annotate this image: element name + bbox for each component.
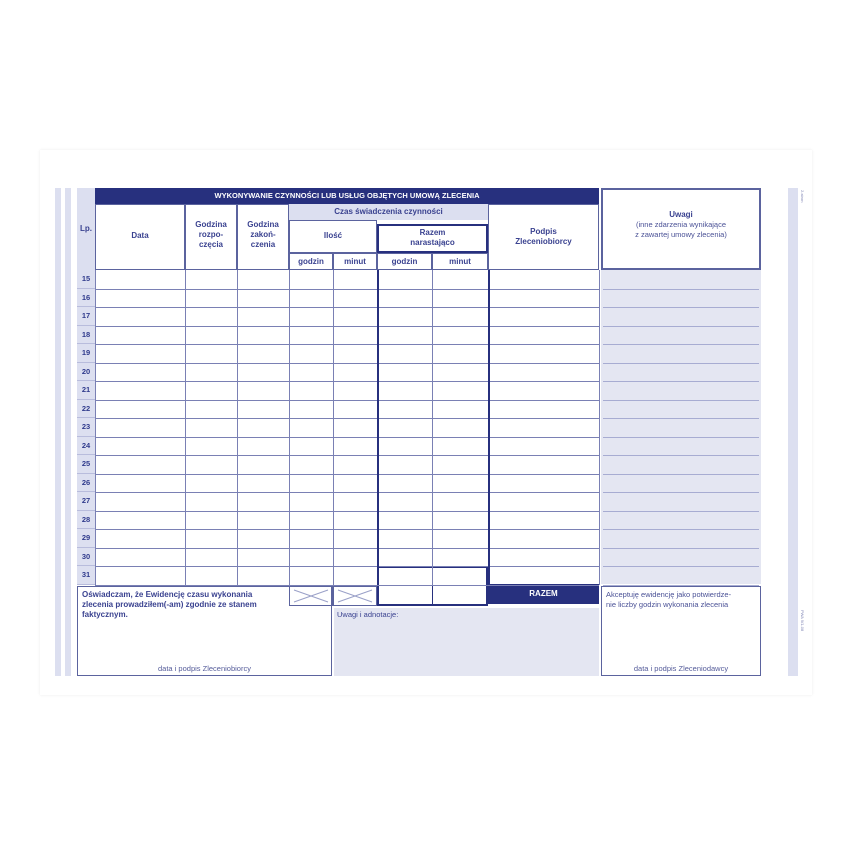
row-number: 29 <box>77 529 95 548</box>
table-cell[interactable] <box>238 456 288 473</box>
uwagi-row-line <box>603 289 759 290</box>
table-cell[interactable] <box>334 549 376 566</box>
row-number: 23 <box>77 418 95 437</box>
table-cell[interactable] <box>186 382 236 399</box>
table-cell[interactable] <box>334 364 376 381</box>
uwagi-sub-line2: z zawartej umowy zlecenia) <box>635 230 727 239</box>
uwagi-lined-area[interactable] <box>601 270 761 584</box>
uwagi-sub-line1: (inne zdarzenia wynikające <box>635 220 727 229</box>
uwagi-row-line <box>603 455 759 456</box>
col-ilosc-label: Ilość <box>323 231 343 240</box>
table-cell[interactable] <box>186 308 236 325</box>
left-margin-bar-2 <box>65 188 71 676</box>
acceptance-box[interactable] <box>601 586 761 676</box>
table-cell[interactable] <box>334 438 376 455</box>
table-cell[interactable] <box>378 512 431 529</box>
table-cell[interactable] <box>433 401 487 418</box>
table-cell[interactable] <box>433 271 487 288</box>
right-margin-bar <box>788 188 798 676</box>
table-cell[interactable] <box>334 419 376 436</box>
table-cell[interactable] <box>378 308 431 325</box>
col-header-ilosc <box>289 220 377 253</box>
table-cell[interactable] <box>96 419 184 436</box>
table-cell[interactable] <box>378 549 431 566</box>
lp-header <box>77 188 95 270</box>
subhead-ilosc-minut <box>333 253 377 270</box>
table-cell[interactable] <box>378 419 431 436</box>
uwagi-row-line <box>603 381 759 382</box>
table-cell[interactable] <box>186 401 236 418</box>
table-cell[interactable] <box>290 345 332 362</box>
col-header-uwagi <box>601 188 761 270</box>
table-cell[interactable] <box>96 290 184 307</box>
table-cell[interactable] <box>186 364 236 381</box>
col-header-data <box>95 204 185 270</box>
table-cell[interactable] <box>433 308 487 325</box>
uwagi-row-line <box>603 492 759 493</box>
table-cell[interactable] <box>238 271 288 288</box>
subhead-ilosc-godzin <box>289 253 333 270</box>
table-cell[interactable] <box>489 438 598 455</box>
table-cell[interactable] <box>433 530 487 547</box>
table-cell[interactable] <box>290 308 332 325</box>
col-end-line2: zakoń- <box>250 230 276 239</box>
row-number: 31 <box>77 566 95 585</box>
table-cell[interactable] <box>238 327 288 344</box>
uwagi-row-line <box>603 529 759 530</box>
col-header-end <box>237 204 289 270</box>
subhead-razem-minut <box>432 253 488 270</box>
table-cell[interactable] <box>238 512 288 529</box>
table-cell[interactable] <box>96 364 184 381</box>
row-number: 21 <box>77 381 95 400</box>
table-cell[interactable] <box>186 419 236 436</box>
table-cell[interactable] <box>378 290 431 307</box>
uwagi-row-line <box>603 511 759 512</box>
table-cell[interactable] <box>186 493 236 510</box>
annotations-label: Uwagi i adnotacje: <box>337 610 399 619</box>
table-cell[interactable] <box>489 456 598 473</box>
table-cell[interactable] <box>96 382 184 399</box>
uwagi-row-line <box>603 548 759 549</box>
table-cell[interactable] <box>433 549 487 566</box>
table-cell[interactable] <box>290 419 332 436</box>
table-cell[interactable] <box>186 567 236 584</box>
row-number: 27 <box>77 492 95 511</box>
table-cell[interactable] <box>334 475 376 492</box>
col-podpis-line2: Zleceniobiorcy <box>515 237 572 246</box>
table-cell[interactable] <box>334 327 376 344</box>
table-cell[interactable] <box>334 308 376 325</box>
row-number: 20 <box>77 363 95 382</box>
table-cell[interactable] <box>489 493 598 510</box>
table-cell[interactable] <box>334 290 376 307</box>
accept-line2: nie liczby godzin wykonania zlecenia <box>606 600 729 609</box>
row-number: 26 <box>77 474 95 493</box>
declaration-line2: zlecenia prowadziłem(-am) zgodnie ze stanem <box>82 600 257 609</box>
table-cell[interactable] <box>186 327 236 344</box>
razem-badge <box>488 584 599 604</box>
declaration-text <box>78 587 331 623</box>
table-cell[interactable] <box>238 530 288 547</box>
table-cell[interactable] <box>238 567 288 584</box>
row-number: 28 <box>77 511 95 530</box>
sig-principal: data i podpis Zleceniodawcy <box>633 664 729 673</box>
table-cell[interactable] <box>334 382 376 399</box>
table-cell[interactable] <box>433 327 487 344</box>
table-cell[interactable] <box>433 493 487 510</box>
table-cell[interactable] <box>433 382 487 399</box>
form-title: WYKONYWANIE CZYNNOŚCI LUB USŁUG OBJĘTYCH UMOWĄ ZLECENIA <box>214 191 480 200</box>
col-start-line1: Godzina <box>195 220 227 229</box>
table-cell[interactable] <box>186 530 236 547</box>
table-cell[interactable] <box>238 549 288 566</box>
table-cell[interactable] <box>96 567 184 584</box>
col-data-label: Data <box>131 231 149 240</box>
table-cell[interactable] <box>433 364 487 381</box>
table-cell[interactable] <box>290 271 332 288</box>
table-cell[interactable] <box>186 456 236 473</box>
table-cell[interactable] <box>96 475 184 492</box>
uwagi-row-line <box>603 585 759 586</box>
subhead-godzin-2: godzin <box>391 257 418 266</box>
table-cell[interactable] <box>489 345 598 362</box>
table-cell[interactable] <box>433 345 487 362</box>
table-cell[interactable] <box>378 567 431 584</box>
table-cell[interactable] <box>433 475 487 492</box>
table-cell[interactable] <box>290 456 332 473</box>
row-number: 22 <box>77 400 95 419</box>
table-column-line <box>599 270 600 585</box>
table-cell[interactable] <box>489 364 598 381</box>
table-cell[interactable] <box>238 493 288 510</box>
table-cell[interactable] <box>334 271 376 288</box>
table-cell[interactable] <box>96 438 184 455</box>
table-cell[interactable] <box>433 456 487 473</box>
uwagi-row-line <box>603 344 759 345</box>
form-sheet <box>40 150 812 695</box>
col-end-line3: czenia <box>250 240 276 249</box>
table-cell[interactable] <box>238 419 288 436</box>
table-cell[interactable] <box>378 345 431 362</box>
crossed-cell-minut <box>333 586 377 606</box>
table-cell[interactable] <box>238 382 288 399</box>
col-start-line3: częcia <box>198 240 224 249</box>
table-cell[interactable] <box>378 401 431 418</box>
table-cell[interactable] <box>433 419 487 436</box>
table-cell[interactable] <box>489 530 598 547</box>
side-code-bottom: PWA 9/1-08 <box>800 610 805 632</box>
left-margin-bar <box>55 188 61 676</box>
table-cell[interactable] <box>96 271 184 288</box>
subhead-razem-godzin <box>377 253 432 270</box>
table-cell[interactable] <box>290 549 332 566</box>
col-header-start <box>185 204 237 270</box>
table-cell[interactable] <box>378 475 431 492</box>
subhead-minut-1: minut <box>344 257 366 266</box>
row-number: 25 <box>77 455 95 474</box>
table-cell[interactable] <box>238 475 288 492</box>
table-cell[interactable] <box>433 567 487 584</box>
table-cell[interactable] <box>290 512 332 529</box>
table-cell[interactable] <box>334 401 376 418</box>
cross-mark-icon <box>334 587 376 605</box>
table-cell[interactable] <box>186 345 236 362</box>
table-cell[interactable] <box>489 290 598 307</box>
col-header-podpis <box>488 204 599 270</box>
table-cell[interactable] <box>96 345 184 362</box>
table-cell[interactable] <box>186 271 236 288</box>
row-number: 15 <box>77 270 95 289</box>
uwagi-row-line <box>603 437 759 438</box>
table-cell[interactable] <box>489 401 598 418</box>
table-cell[interactable] <box>378 456 431 473</box>
table-cell[interactable] <box>186 290 236 307</box>
table-cell[interactable] <box>489 549 598 566</box>
table-cell[interactable] <box>378 530 431 547</box>
uwagi-title: Uwagi <box>669 210 693 219</box>
side-code-top: 2-stron <box>800 190 805 203</box>
table-cell[interactable] <box>96 530 184 547</box>
table-cell[interactable] <box>186 475 236 492</box>
col-razem-line1: Razem <box>419 228 446 237</box>
table-cell[interactable] <box>334 512 376 529</box>
table-cell[interactable] <box>378 438 431 455</box>
table-cell[interactable] <box>489 567 598 584</box>
table-cell[interactable] <box>489 475 598 492</box>
subhead-minut-2: minut <box>449 257 471 266</box>
declaration-box[interactable] <box>77 586 332 676</box>
table-cell[interactable] <box>186 512 236 529</box>
table-cell[interactable] <box>489 419 598 436</box>
row-number: 17 <box>77 307 95 326</box>
lp-label: Lp. <box>80 224 92 233</box>
table-cell[interactable] <box>290 401 332 418</box>
col-start-line2: rozpo- <box>198 230 224 239</box>
declaration-line3: faktycznym. <box>82 610 128 619</box>
time-group-label: Czas świadczenia czynności <box>334 207 443 216</box>
table-cell[interactable] <box>290 382 332 399</box>
form-title-bar <box>95 188 599 204</box>
table-cell[interactable] <box>96 549 184 566</box>
table-cell[interactable] <box>378 493 431 510</box>
table-cell[interactable] <box>96 493 184 510</box>
table-cell[interactable] <box>290 364 332 381</box>
table-cell[interactable] <box>489 512 598 529</box>
table-cell[interactable] <box>290 475 332 492</box>
col-header-razem-narastajaco <box>377 224 488 253</box>
table-cell[interactable] <box>489 382 598 399</box>
table-cell[interactable] <box>96 308 184 325</box>
col-razem-line2: narastająco <box>410 238 455 247</box>
table-cell[interactable] <box>334 567 376 584</box>
row-number: 19 <box>77 344 95 363</box>
table-cell[interactable] <box>489 308 598 325</box>
acceptance-text <box>602 587 760 613</box>
table-cell[interactable] <box>238 438 288 455</box>
annotations-box[interactable] <box>334 608 599 676</box>
col-end-line1: Godzina <box>247 220 279 229</box>
table-cell[interactable] <box>96 401 184 418</box>
table-cell[interactable] <box>238 290 288 307</box>
table-cell[interactable] <box>290 438 332 455</box>
row-number: 30 <box>77 548 95 567</box>
subhead-godzin-1: godzin <box>298 257 324 266</box>
time-group-header <box>289 204 488 220</box>
uwagi-row-line <box>603 307 759 308</box>
row-number: 24 <box>77 437 95 456</box>
table-cell[interactable] <box>378 364 431 381</box>
table-cell[interactable] <box>433 512 487 529</box>
table-row-line <box>95 585 599 586</box>
row-number: 16 <box>77 289 95 308</box>
table-cell[interactable] <box>96 327 184 344</box>
table-cell[interactable] <box>96 456 184 473</box>
table-cell[interactable] <box>378 327 431 344</box>
table-cell[interactable] <box>334 530 376 547</box>
uwagi-row-line <box>603 474 759 475</box>
table-cell[interactable] <box>238 401 288 418</box>
table-cell[interactable] <box>489 271 598 288</box>
table-cell[interactable] <box>378 271 431 288</box>
table-cell[interactable] <box>290 567 332 584</box>
table-cell[interactable] <box>334 493 376 510</box>
table-cell[interactable] <box>378 382 431 399</box>
table-cell[interactable] <box>238 308 288 325</box>
table-cell[interactable] <box>186 438 236 455</box>
uwagi-row-line <box>603 400 759 401</box>
table-cell[interactable] <box>433 290 487 307</box>
accept-line1: Akceptuję ewidencję jako potwierdze- <box>606 590 732 599</box>
uwagi-row-line <box>603 363 759 364</box>
declaration-line1: Oświadczam, że Ewidencję czasu wykonania <box>82 590 253 599</box>
table-cell[interactable] <box>433 438 487 455</box>
table-cell[interactable] <box>334 345 376 362</box>
table-cell[interactable] <box>334 456 376 473</box>
uwagi-row-line <box>603 418 759 419</box>
table-cell[interactable] <box>290 493 332 510</box>
table-cell[interactable] <box>186 549 236 566</box>
table-cell[interactable] <box>489 327 598 344</box>
table-cell[interactable] <box>290 530 332 547</box>
table-cell[interactable] <box>238 345 288 362</box>
table-cell[interactable] <box>238 364 288 381</box>
table-cell[interactable] <box>290 290 332 307</box>
uwagi-row-line <box>603 566 759 567</box>
table-cell[interactable] <box>96 512 184 529</box>
uwagi-row-line <box>603 326 759 327</box>
sig-contractor: data i podpis Zleceniobiorcy <box>158 664 251 673</box>
razem-label: RAZEM <box>529 589 558 598</box>
col-podpis-line1: Podpis <box>530 227 557 236</box>
row-number: 18 <box>77 326 95 345</box>
table-cell[interactable] <box>290 327 332 344</box>
